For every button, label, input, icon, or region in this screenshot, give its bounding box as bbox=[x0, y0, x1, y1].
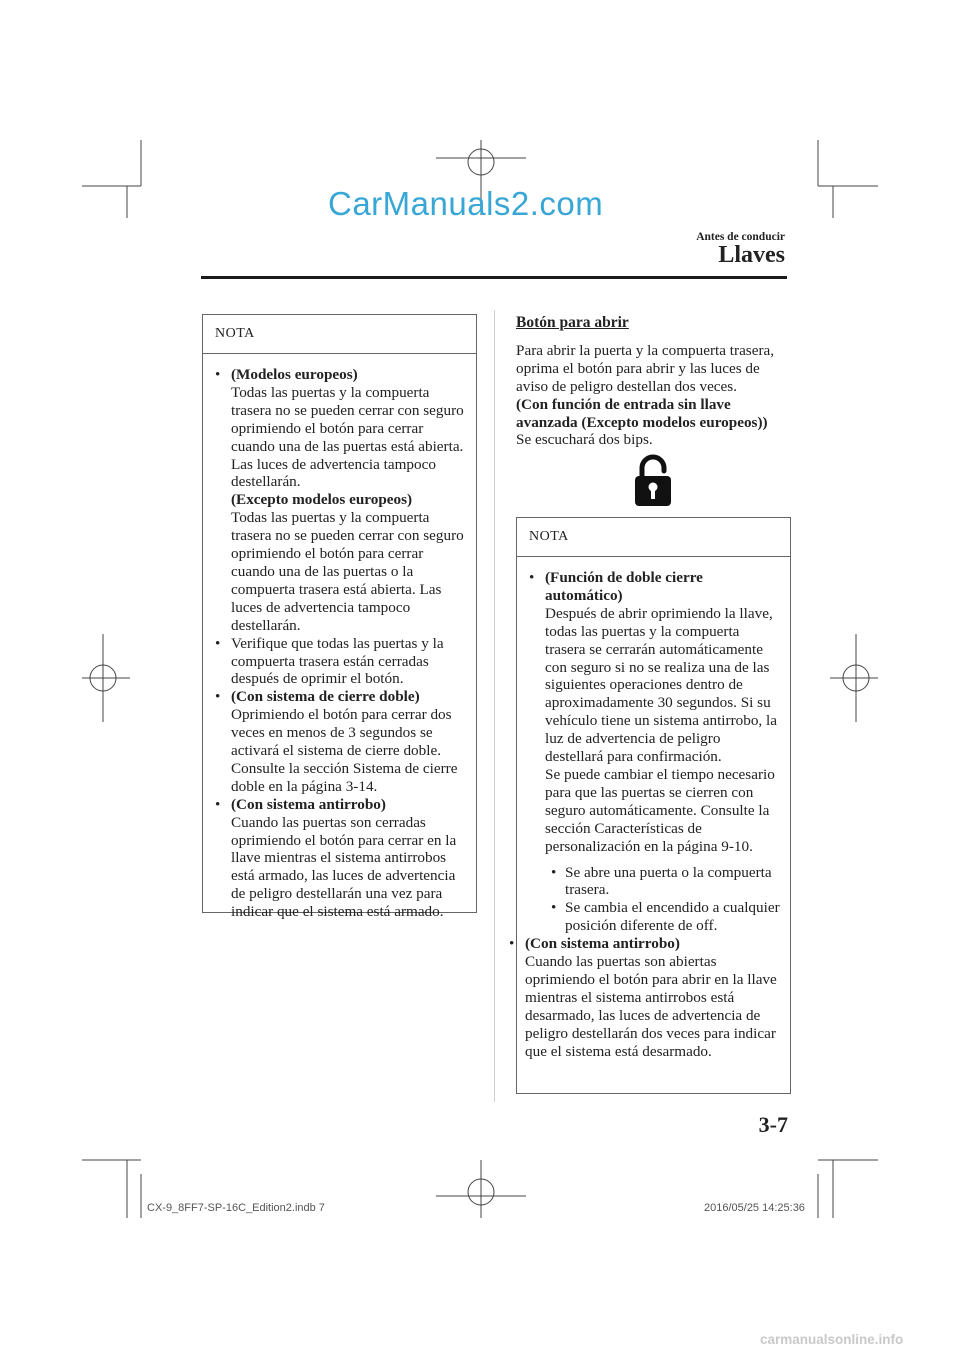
note-item-title: (Función de doble cierre automático) bbox=[545, 569, 703, 604]
note-item-text: Después de abrir oprimiendo la llave, todas las puertas y la compuerta trasera se cerrarán automáticamente con seguro si no se realiza una de las siguientes operaciones dentro de aproximadamente 30 segundos. Si su vehículo tiene un sistema antirrobo, la luz de advertencia de peligro destellará para confirmación. bbox=[545, 604, 777, 766]
note-item bbox=[211, 635, 468, 689]
right-column-text bbox=[516, 314, 788, 449]
section-subtitle: Antes de conducir bbox=[696, 231, 785, 243]
note-item-text: Cuando las puertas son cerradas oprimiendo el botón para cerrar en la llave mientras el sistema antirrobos está armado, las luces de advertencia de peligro destellarán una vez para indicar que el sistema está armado. bbox=[231, 813, 457, 921]
bullet: • bbox=[509, 935, 515, 953]
note-item-text: Verifique que todas las puertas y la compuerta trasera están cerradas después de oprimir el botón. bbox=[231, 634, 444, 688]
note-item bbox=[211, 366, 468, 635]
note-item bbox=[505, 935, 782, 1060]
page-number: 3-7 bbox=[758, 1112, 788, 1137]
note-body bbox=[509, 557, 790, 1060]
sub-list bbox=[545, 864, 782, 936]
note-item bbox=[525, 569, 782, 935]
sub-list-item bbox=[545, 864, 782, 900]
note-item-text: Se puede cambiar el tiempo necesario para que las puertas se cierren con seguro automáticamente. Consulte la sección Características de personalización en la página 9-10. bbox=[545, 765, 775, 855]
paragraph: Para abrir la puerta y la compuerta trasera, oprima el botón para abrir y las luces de aviso de peligro destellan dos veces. bbox=[516, 341, 775, 395]
footer-date: 2016/05/25 14:25:36 bbox=[704, 1202, 805, 1214]
bullet: • bbox=[215, 795, 221, 813]
bullet: • bbox=[215, 366, 221, 383]
sub-list-text: Se cambia el encendido a cualquier posición diferente de off. bbox=[565, 899, 780, 935]
section-heading: Botón para abrir bbox=[516, 314, 629, 331]
note-item bbox=[211, 688, 468, 795]
bullet: • bbox=[215, 688, 221, 706]
note-item-title: (Modelos europeos) bbox=[231, 366, 358, 383]
bullet: • bbox=[551, 863, 557, 881]
note-item-title: (Con sistema antirrobo) bbox=[231, 795, 386, 813]
unlock-padlock-icon bbox=[632, 453, 674, 508]
note-item-title: (Con sistema de cierre doble) bbox=[231, 688, 420, 706]
page-title: Llaves bbox=[718, 242, 785, 268]
watermark-top: CarManuals2.com bbox=[328, 185, 604, 222]
sub-list-item bbox=[545, 899, 782, 935]
note-item-title: (Excepto modelos europeos) bbox=[231, 491, 413, 509]
paragraph: Se escuchará dos bips. bbox=[516, 431, 653, 449]
note-item-text: Oprimiendo el botón para cerrar dos veces en menos de 3 segundos se activará el sistema de cierre doble. Consulte la sección Sistema de cierre doble en la página 3-14. bbox=[231, 706, 458, 795]
bullet: • bbox=[529, 569, 535, 586]
note-item bbox=[211, 796, 468, 921]
note-box-left bbox=[202, 314, 477, 921]
note-item-text: Cuando las puertas son abiertas oprimiendo el botón para abrir en la llave mientras el sistema antirrobos está desarmado, las luces de advertencia de peligro destellarán dos veces para indicar que el sistema está desarmado. bbox=[525, 953, 777, 1060]
footer-file-info: CX-9_8FF7-SP-16C_Edition2.indb 7 bbox=[147, 1202, 325, 1214]
note-item-text: Todas las puertas y la compuerta trasera no se pueden cerrar con seguro oprimiendo el botón para cerrar cuando una de las puertas o la compuerta trasera está abierta. Las luces de advertencia tampoco destellarán. bbox=[231, 509, 464, 634]
bullet: • bbox=[551, 899, 557, 917]
column-divider bbox=[494, 310, 495, 1102]
header-rule bbox=[201, 276, 787, 279]
watermark-bottom: carmanualsonline.info bbox=[760, 1332, 904, 1347]
note-body bbox=[203, 354, 476, 921]
paragraph-condition: (Con función de entrada sin llave avanzada (Excepto modelos europeos)) bbox=[516, 395, 768, 431]
note-label: NOTA bbox=[517, 518, 790, 557]
bullet: • bbox=[215, 634, 221, 652]
note-item-title: (Con sistema antirrobo) bbox=[525, 935, 680, 953]
note-label: NOTA bbox=[203, 315, 476, 354]
sub-list-text: Se abre una puerta o la compuerta trasera. bbox=[565, 863, 772, 899]
note-box-right bbox=[509, 517, 791, 1094]
note-item-text: Todas las puertas y la compuerta trasera no se pueden cerrar con seguro oprimiendo el botón para cerrar cuando una de las puertas está abierta. Las luces de advertencia tampoco destellarán. bbox=[231, 383, 464, 491]
